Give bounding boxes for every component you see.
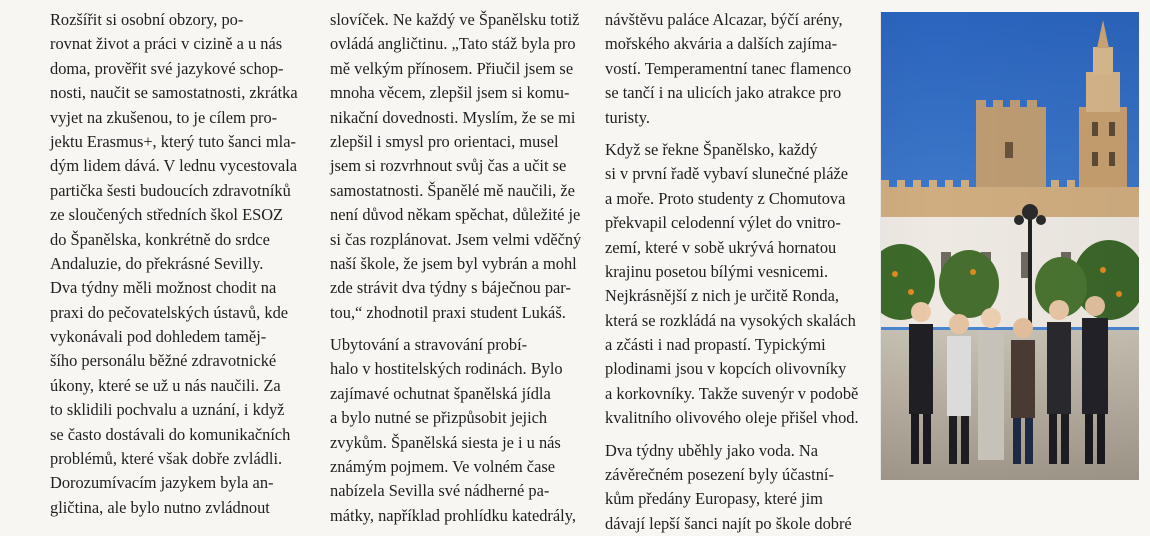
text-line: návštěvu paláce Alcazar, býčí arény, <box>605 10 843 29</box>
text-line: mořského akvária a dalších zajíma- <box>605 34 838 54</box>
text-line: vostí. Temperamentní tanec flamenco <box>605 58 852 78</box>
text-line: krajinu posetou bílými vesnicemi. <box>605 261 829 281</box>
paragraph-sights <box>605 8 860 130</box>
text-line: šího personálu běžné zdravotnické <box>50 351 277 371</box>
text-line: dým lidem dává. V lednu vycestovala <box>50 156 298 176</box>
text-line: zde strávit dva týdny s báječnou par- <box>330 278 571 298</box>
text-line: jsem si rozvrhnout svůj čas a učit se <box>330 156 567 176</box>
text-line: Rozšířit si osobní obzory, po- <box>50 10 244 29</box>
text-line: závěrečném posezení byly účastní- <box>605 465 834 485</box>
paragraph-lukas-quote <box>330 8 590 325</box>
text-line: a moře. Proto studenty z Chomutova <box>605 188 846 208</box>
text-line: do Španělska, konkrétně do srdce <box>50 229 270 249</box>
text-line: Dva týdny uběhly jako voda. Na <box>605 440 819 460</box>
text-line: halo v hostitelských rodinách. Bylo <box>330 359 563 379</box>
text-line: Když se řekne Španělsko, každý <box>605 139 818 159</box>
text-line: úkony, které se už u nás naučili. Za <box>50 375 281 395</box>
text-line: známým pojmem. Ve volném čase <box>330 457 556 477</box>
text-line: tou,“ zhodnotil praxi student Lukáš. <box>330 302 566 322</box>
text-line: praxi do pečovatelských ústavů, kde <box>50 302 289 322</box>
text-line: Andaluzie, do překrásné Sevilly. <box>50 253 264 273</box>
article-column-1 <box>50 8 298 520</box>
article-column-2 <box>330 8 590 528</box>
text-line: nosti, naučit se samostatnosti, zkrátka <box>50 83 298 103</box>
text-line: a korkovníky. Takže suvenýr v podobě <box>605 383 859 403</box>
text-line: mátky, například prohlídku katedrály, <box>330 505 576 525</box>
text-line: plodinami jsou v kopcích olivovníky <box>605 359 847 379</box>
text-line: vyjet na zkušenou, to je cílem pro- <box>50 107 278 127</box>
text-line: Nejkrásnější z nich je určitě Ronda, <box>605 286 839 306</box>
text-line: a bylo nutné se přizpůsobit jejich <box>330 408 548 428</box>
text-line: turisty. <box>605 107 650 127</box>
text-line: a zčásti i nad propastí. Typickými <box>605 335 826 355</box>
seville-group-photo <box>880 12 1139 480</box>
text-line: samostatnosti. Španělé mě naučili, že <box>330 180 575 200</box>
article-column-3 <box>605 8 860 536</box>
text-line: dávají lepší šanci najít po škole dobré <box>605 513 852 533</box>
text-line: není důvod někam spěchat, důležité je <box>330 205 581 225</box>
text-line: to sklidili pochvalu a uznání, i když <box>50 400 285 420</box>
text-line: se tančí i na ulicích jako atrakce pro <box>605 83 842 103</box>
text-line: si v první řadě vybaví slunečné pláže <box>605 164 849 184</box>
text-line: zvykům. Španělská siesta je i u nás <box>330 432 561 452</box>
text-line: kům předány Europasy, které jim <box>605 489 823 509</box>
text-line: mě velkým přínosem. Přiučil jsem se <box>330 58 574 78</box>
text-line: zlepšil i smysl pro orientaci, musel <box>330 131 559 151</box>
text-line: ze sloučených středních škol ESOZ <box>50 205 284 225</box>
text-line: doma, prověřit své jazykové schop- <box>50 58 284 78</box>
paragraph-conclusion <box>605 439 860 536</box>
text-line: naší škole, že jsem byl vybrán a mohl <box>330 253 577 273</box>
text-line: Dorozumívacím jazykem byla an- <box>50 473 274 493</box>
text-line: nikační dovednosti. Myslím, že se mi <box>330 107 576 127</box>
text-line: nabízela Sevilla své nádherné pa- <box>330 481 550 501</box>
text-line: vykonávali pod dohledem taměj- <box>50 327 267 347</box>
text-line: zajímavé ochutnat španělská jídla <box>330 383 551 403</box>
text-line: se často dostávali do komunikačních <box>50 424 291 444</box>
text-line: ovládá angličtinu. „Tato stáž byla pro <box>330 34 576 54</box>
text-line: gličtina, ale bylo nutno zvládnout <box>50 497 270 517</box>
text-line: mnoha věcem, zlepšil jsem si komu- <box>330 83 570 103</box>
person <box>978 308 1004 460</box>
text-line: kvalitního olivového oleje přišel vhod. <box>605 408 859 428</box>
text-line: rovnat život a práci v cizině a u nás <box>50 34 283 54</box>
text-line: slovíček. Ne každý ve Španělsku totiž <box>330 10 580 29</box>
paragraph-ronda-trip <box>605 138 860 431</box>
paragraph-accommodation <box>330 333 590 528</box>
text-line: partička šesti budoucích zdravotníků <box>50 180 291 200</box>
text-line: Dva týdny měli možnost chodit na <box>50 278 277 298</box>
photo-illustration <box>881 12 1139 480</box>
text-line: která se rozkládá na vysokých skalách <box>605 310 856 330</box>
text-line: překvapil celodenní výlet do vnitro- <box>605 213 841 233</box>
text-line: problémů, které však dobře zvládli. <box>50 449 283 469</box>
text-line: Ubytování a stravování probí- <box>330 335 528 355</box>
text-line: zemí, které v sobě ukrývá hornatou <box>605 237 837 257</box>
text-line: si čas rozplánovat. Jsem velmi vděčný <box>330 229 582 249</box>
text-line: jektu Erasmus+, který tuto šanci mla- <box>50 131 296 151</box>
